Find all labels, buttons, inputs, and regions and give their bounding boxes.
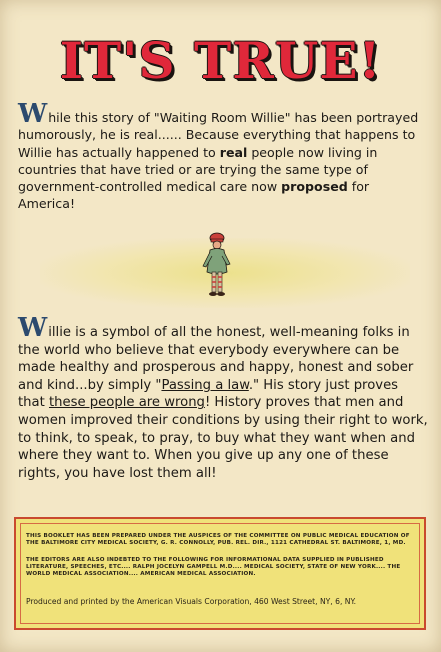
credits-produced-line: Produced and printed by the American Visuals Corporation, 460 West Street, NY, 6, NY. bbox=[26, 597, 356, 606]
main-text-1: illie is a symbol of all the honest, well-meaning folks in the world who believe that everybody everywhere can be made healthy and prosperous and happy, honest and sober and kind...by simply " bbox=[18, 325, 414, 393]
dropcap-letter: W bbox=[18, 313, 48, 343]
main-text-2: ." His story just proves that bbox=[18, 377, 399, 411]
credits-auspices-text: THIS BOOKLET HAS BEEN PREPARED UNDER THE AUSPICES OF THE COMMITTEE ON PUBLIC MEDICAL EDUCATION OF THE BALTIMORE CITY MEDICAL SOCIETY, G. R. CONNOLLY, PUB. REL. DIR., 1121 CATHEDRAL ST. BALTIMORE, 1, MD. bbox=[26, 533, 410, 546]
page-title: IT'S TRUE! bbox=[59, 31, 382, 90]
intro-bold-proposed: proposed bbox=[281, 179, 348, 195]
intro-text-2: people now living in countries that have tried or are trying the same type of government-controlled medical care now bbox=[18, 144, 378, 195]
walking-willie-illustration bbox=[186, 228, 246, 308]
dropcap-letter: W bbox=[18, 99, 48, 129]
credits-indebted-text: THE EDITORS ARE ALSO INDEBTED TO THE FOLLOWING FOR INFORMATIONAL DATA SUPPLIED IN PUBLISHED LITERATURE, SPEECHES, ETC.... RALPH JOCELYN GAMPELL M.D.... MEDICAL SOCIETY, STATE OF NEW YORK.... THE WORLD MEDICAL ASSOCIATION.... AMERICAN MEDICAL ASSOCIATION. bbox=[26, 557, 401, 577]
main-text-3: ! History proves that men and women improved their conditions by using their right to work, to think, to speak, to pray, to buy what they want when and where they want to. When you give up any one of these rights, you have lost them all! bbox=[18, 395, 428, 481]
intro-text-1: hile this story of "Waiting Room Willie" has been portrayed humorously, he is real...... Because everything that happens to Willie has actually happened to bbox=[18, 110, 419, 160]
credits-box bbox=[14, 517, 426, 630]
intro-paragraph bbox=[18, 99, 428, 213]
main-underline-people-wrong: these people are wrong bbox=[48, 395, 205, 411]
intro-bold-real: real bbox=[219, 144, 248, 160]
intro-text-3: for America! bbox=[18, 179, 370, 212]
main-paragraph bbox=[18, 313, 428, 482]
main-underline-passing-a-law: Passing a law bbox=[161, 377, 249, 393]
